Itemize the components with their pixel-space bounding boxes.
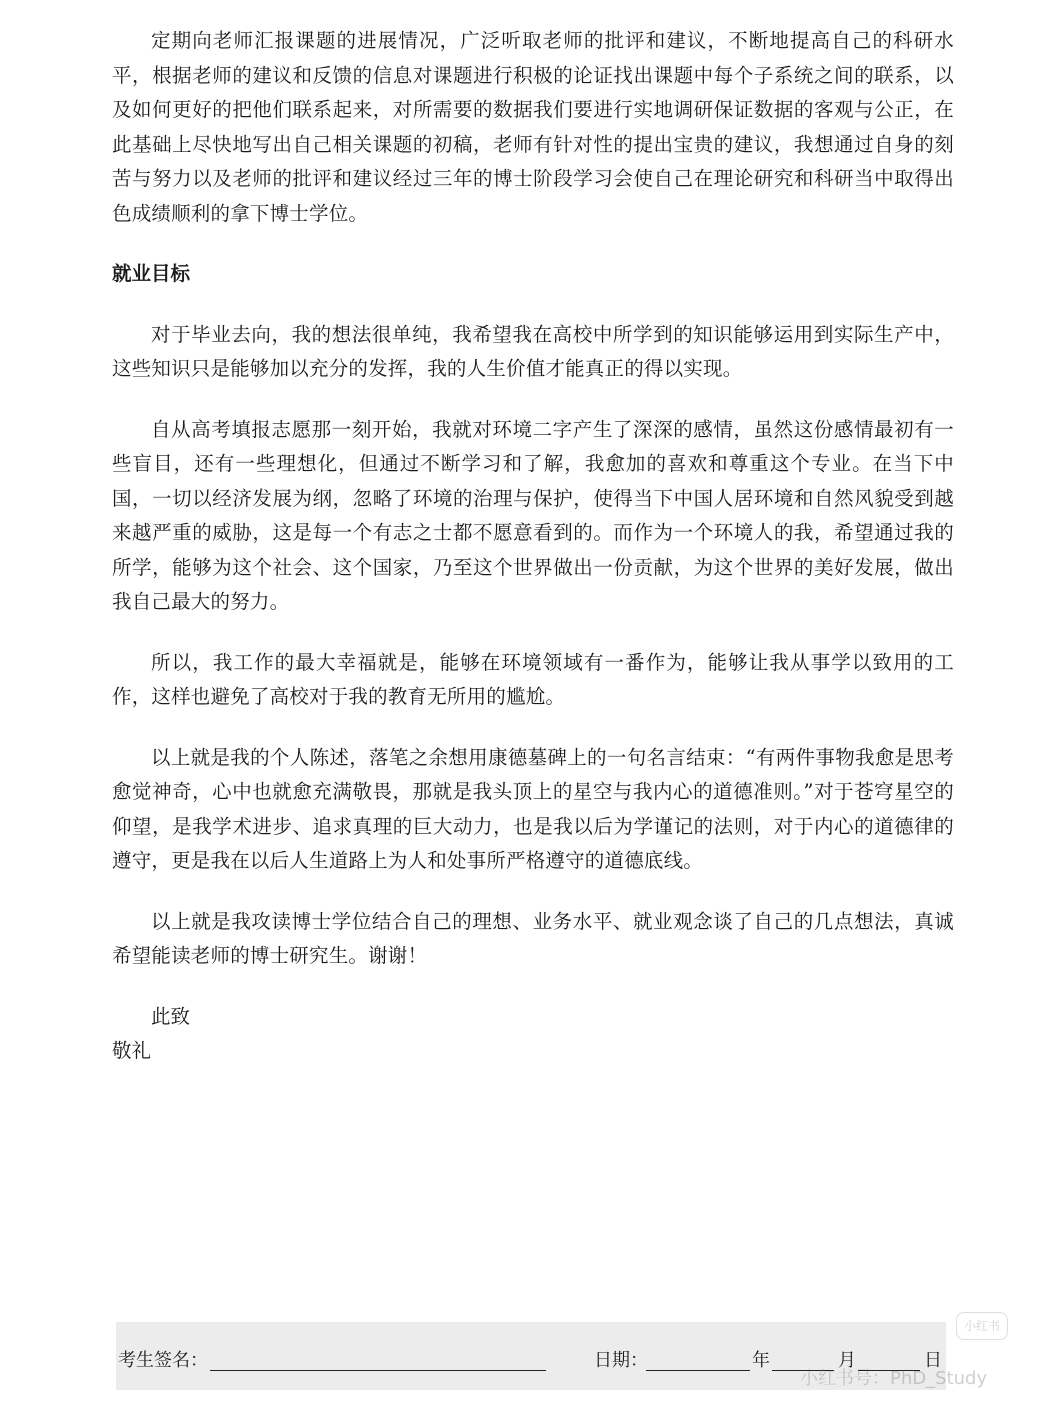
paragraph-conclusion: 以上就是我攻读博士学位结合自己的理想、业务水平、就业观念谈了自己的几点想法，真诚希望能读老师的博士研究生。谢谢！ bbox=[112, 909, 954, 967]
watermark-text: 小红书号：PhD_Study bbox=[800, 1368, 988, 1389]
paragraph-graduation-direction: 对于毕业去向，我的想法很单纯，我希望我在高校中所学到的知识能够运用到实际生产中，这些知识只是能够加以充分的发挥，我的人生价值才能真正的得以实现。 bbox=[112, 322, 954, 380]
signature-line[interactable] bbox=[210, 1370, 546, 1371]
paragraph-kant-quote: 以上就是我的个人陈述，落笔之余想用康德墓碑上的一句名言结束：“有两件事物我愈是思考愈觉神奇，心中也就愈充满敬畏，那就是我头顶上的星空与我内心的道德准则。”对于苍穹星空的仰望，是我学术进步、追求真理的巨大动力，也是我以后为学谨记的法则，对于内心的道德律的遵守，更是我在以后人生道路上为人和处事所严格遵守的道德底线。 bbox=[112, 745, 954, 872]
paragraph-research-plan: 定期向老师汇报课题的进展情况，广泛听取老师的批评和建议，不断地提高自己的科研水平，根据老师的建议和反馈的信息对课题进行积极的论证找出课题中每个子系统之间的联系，以及如何更好的把他们联系起来，对所需要的数据我们要进行实地调研保证数据的客观与公正，在此基础上尽快地写出自己相关课题的初稿，老师有针对性的提出宝贵的建议，我想通过自身的刻苦与努力以及老师的批评和建议经过三年的博士阶段学习会使自己在理论研究和科研当中取得出色成绩顺利的拿下博士学位。 bbox=[112, 29, 954, 225]
closing-regards: 敬礼 bbox=[112, 1039, 152, 1062]
year-line[interactable] bbox=[646, 1370, 750, 1371]
document-body bbox=[112, 24, 954, 1069]
day-label: 日 bbox=[924, 1350, 942, 1371]
year-label: 年 bbox=[752, 1350, 770, 1371]
paragraph-happiness: 所以，我工作的最大幸福就是，能够在环境领域有一番作为，能够让我从事学以致用的工作，这样也避免了高校对于我的教育无所用的尴尬。 bbox=[112, 650, 954, 708]
signature-label: 考生签名： bbox=[118, 1350, 208, 1371]
closing-salutation: 此致 bbox=[151, 1004, 191, 1028]
date-label: 日期： bbox=[594, 1350, 648, 1371]
section-heading-career-goal: 就业目标 bbox=[112, 262, 191, 285]
watermark-logo: 小红书 bbox=[956, 1312, 1008, 1340]
month-label: 月 bbox=[838, 1350, 856, 1371]
paragraph-environment-passion: 自从高考填报志愿那一刻开始，我就对环境二字产生了深深的感情，虽然这份感情最初有一些盲目，还有一些理想化，但通过不断学习和了解，我愈加的喜欢和尊重这个专业。在当下中国，一切以经济发展为纲，忽略了环境的治理与保护，使得当下中国人居环境和自然风貌受到越来越严重的威胁，这是每一个有志之士都不愿意看到的。而作为一个环境人的我，希望通过我的所学，能够为这个社会、这个国家，乃至这个世界做出一份贡献，为这个世界的美好发展，做出我自己最大的努力。 bbox=[112, 417, 954, 613]
